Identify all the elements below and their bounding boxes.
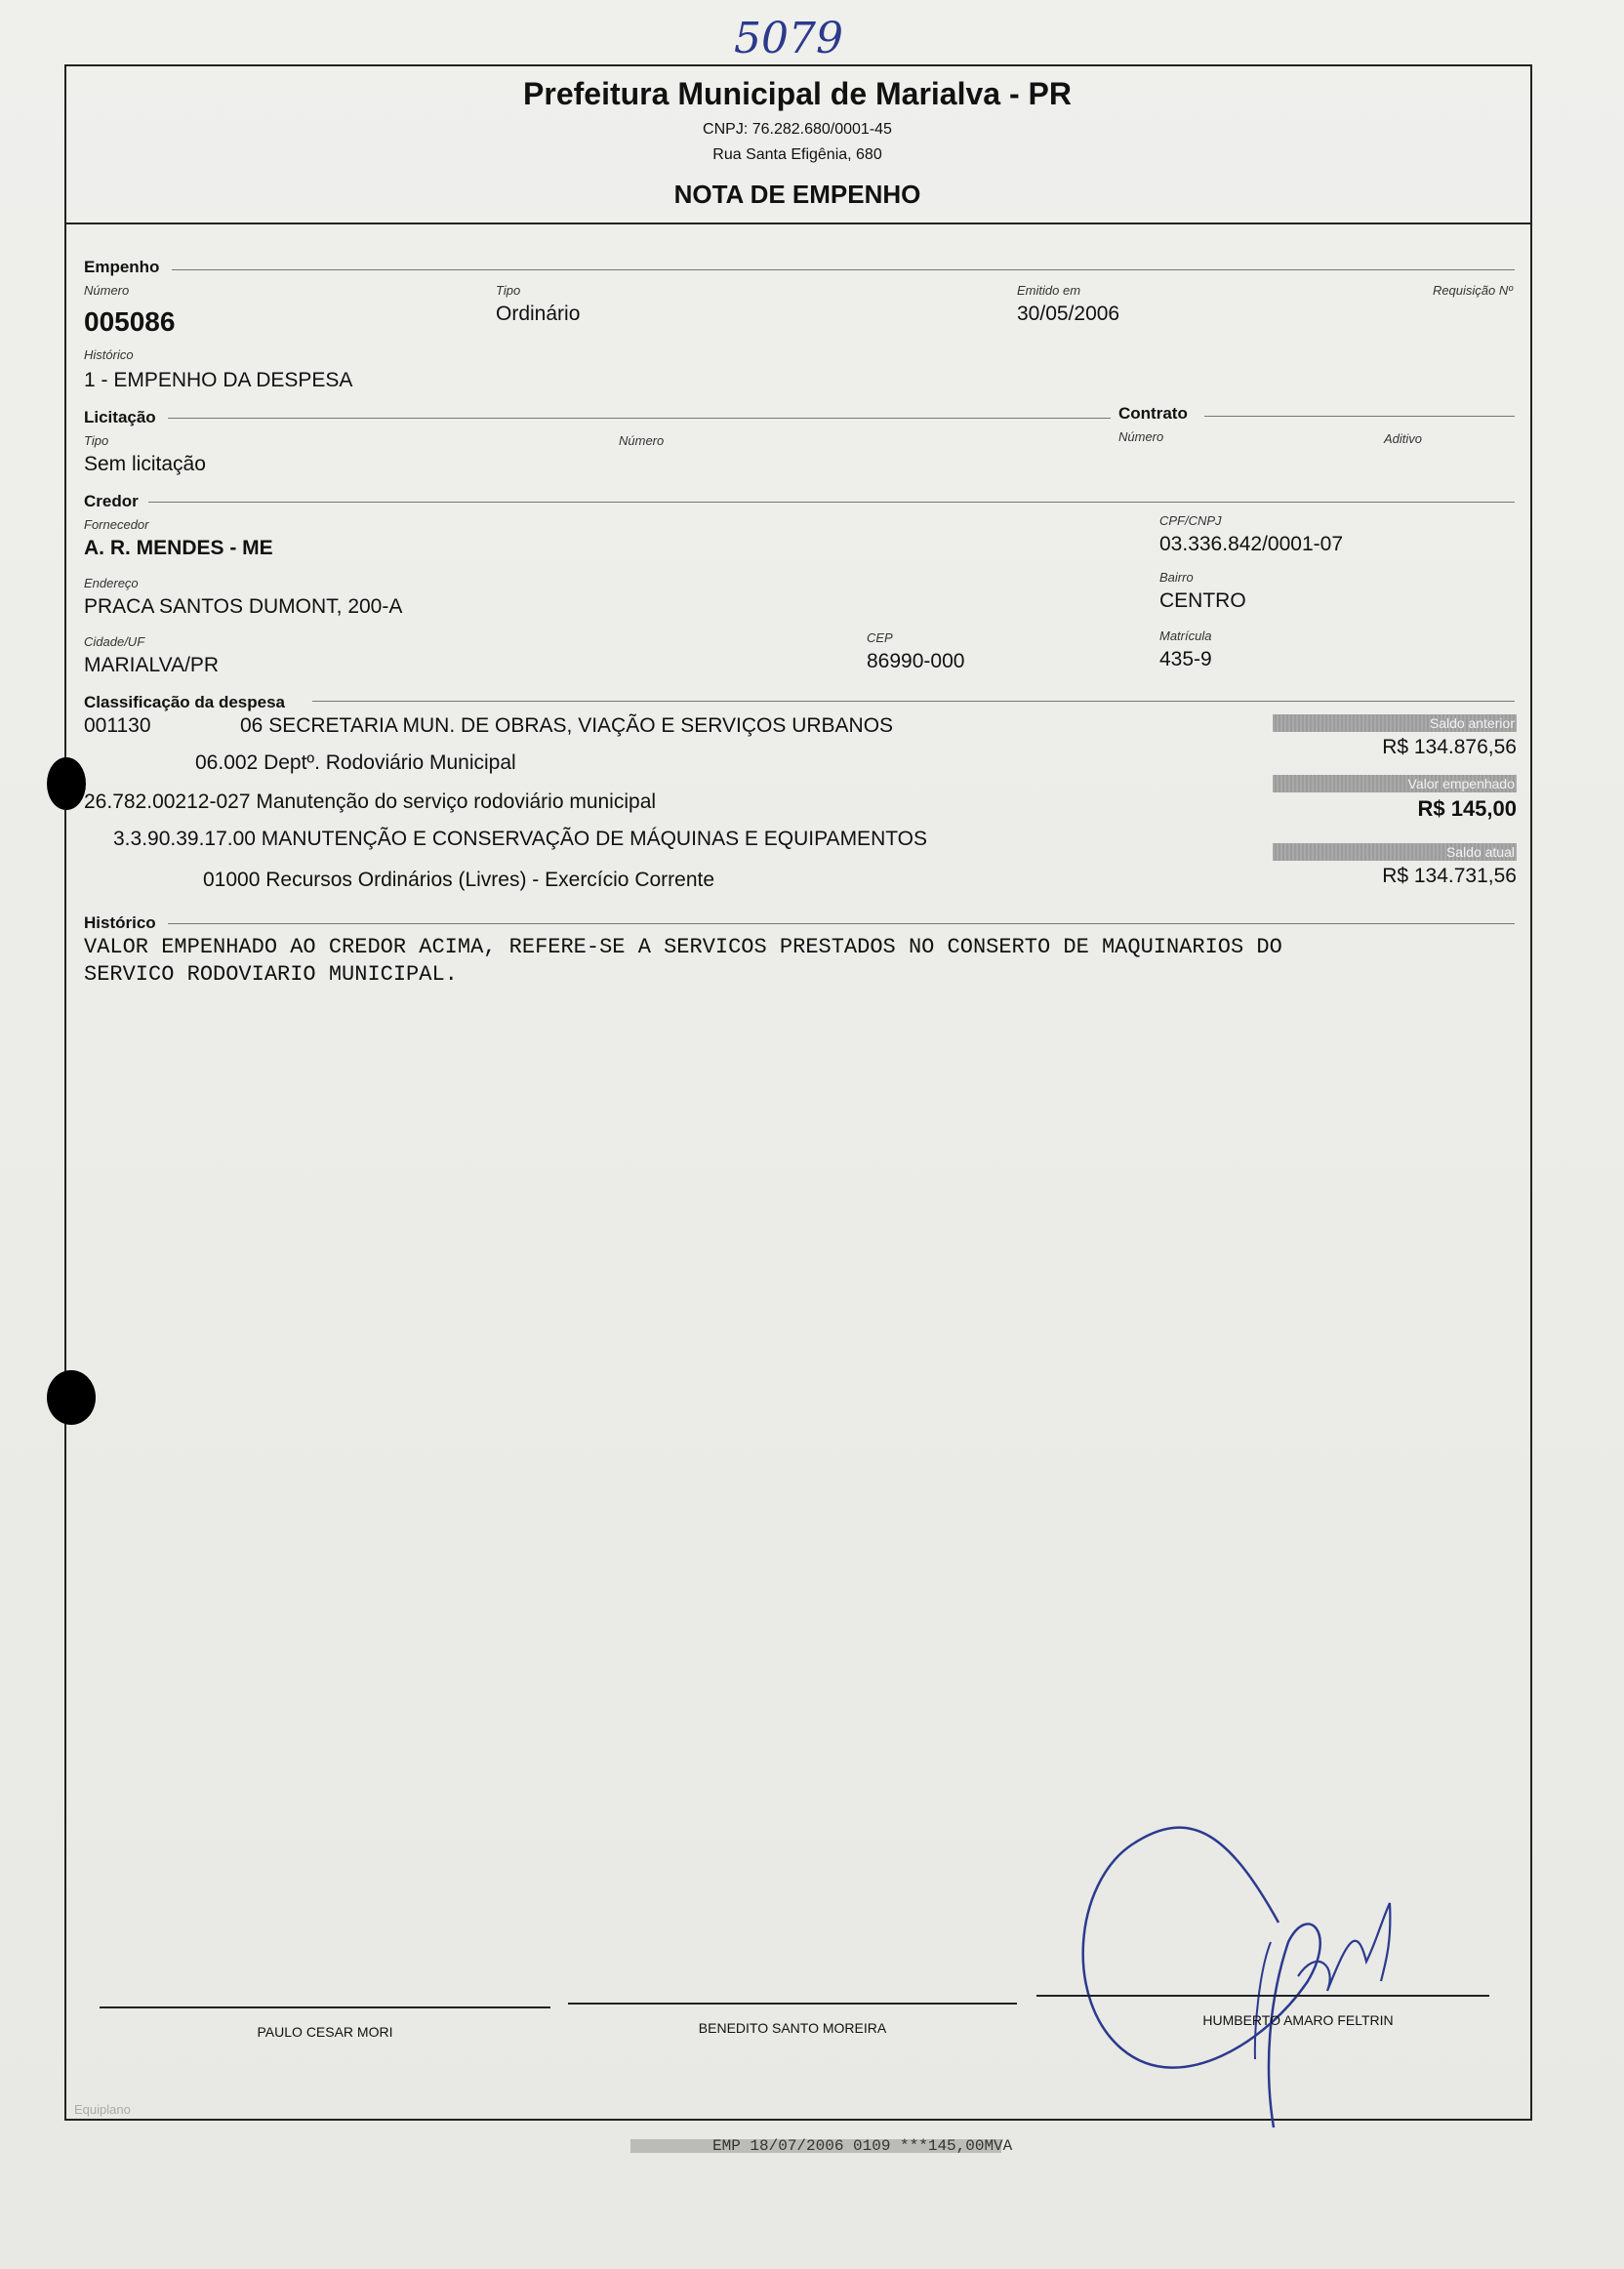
historico-label: Histórico: [84, 347, 134, 362]
matricula-value: 435-9: [1159, 648, 1212, 670]
section-contrato: Contrato: [1118, 404, 1188, 423]
contrato-numero-label: Número: [1118, 429, 1164, 444]
classificacao-programa: 26.782.00212-027 Manutenção do serviço rodoviário municipal: [84, 790, 657, 813]
classificacao-code: 001130: [84, 714, 151, 737]
cpf-value: 03.336.842/0001-07: [1159, 533, 1344, 555]
section-rule: [148, 502, 1515, 503]
signature-line: [568, 2003, 1017, 2005]
cnpj-line: CNPJ: 76.282.680/0001-45: [703, 121, 892, 138]
emitido-label: Emitido em: [1017, 283, 1081, 298]
historico-line-2: SERVICO RODOVIARIO MUNICIPAL.: [84, 962, 458, 987]
footer-brand: Equiplano: [74, 2102, 131, 2117]
fornecedor-label: Fornecedor: [84, 517, 149, 532]
section-rule: [312, 701, 1515, 702]
address-line: Rua Santa Efigênia, 680: [712, 146, 882, 163]
section-rule: [168, 923, 1515, 924]
bairro-value: CENTRO: [1159, 589, 1246, 612]
tipo-label: Tipo: [496, 283, 521, 298]
endereco-value: PRACA SANTOS DUMONT, 200-A: [84, 595, 403, 618]
signatory-2: BENEDITO SANTO MOREIRA: [698, 2020, 887, 2036]
signatory-1: PAULO CESAR MORI: [257, 2024, 393, 2040]
licitacao-numero-label: Número: [619, 433, 665, 448]
saldo-anterior-label: Saldo anterior: [1429, 715, 1515, 731]
matricula-label: Matrícula: [1159, 628, 1212, 643]
empenho-tipo: Ordinário: [496, 303, 581, 325]
section-rule: [172, 269, 1515, 270]
valor-empenhado-value: R$ 145,00: [1417, 796, 1517, 821]
signature-line: [1036, 1995, 1489, 1997]
footer-stamp: EMP 18/07/2006 0109 ***145,00MVA: [712, 2137, 1013, 2155]
saldo-atual-value: R$ 134.731,56: [1382, 865, 1517, 887]
section-credor: Credor: [84, 492, 139, 510]
empenho-historico: 1 - EMPENHO DA DESPESA: [84, 369, 353, 391]
cidade-label: Cidade/UF: [84, 634, 145, 649]
licitacao-tipo: Sem licitação: [84, 453, 206, 475]
saldo-anterior-value: R$ 134.876,56: [1382, 736, 1517, 758]
handwritten-signature: [1015, 1064, 1425, 2147]
section-rule: [168, 418, 1111, 419]
endereco-label: Endereço: [84, 576, 139, 590]
classificacao-departamento: 06.002 Deptº. Rodoviário Municipal: [195, 751, 516, 774]
document-title: NOTA DE EMPENHO: [673, 180, 921, 209]
numero-label: Número: [84, 283, 130, 298]
signatory-3: HUMBERTO AMARO FELTRIN: [1202, 2012, 1394, 2028]
cidade-value: MARIALVA/PR: [84, 654, 220, 676]
classificacao-recurso: 01000 Recursos Ordinários (Livres) - Exercício Corrente: [203, 869, 715, 891]
section-historico: Histórico: [84, 913, 156, 932]
requisicao-label: Requisição Nº: [1432, 283, 1513, 298]
emitido-date: 30/05/2006: [1017, 303, 1120, 325]
handwritten-page-number: 5079: [734, 14, 843, 63]
licitacao-tipo-label: Tipo: [84, 433, 109, 448]
valor-empenhado-label: Valor empenhado: [1407, 776, 1515, 791]
signature-line: [100, 2006, 550, 2008]
municipality-title: Prefeitura Municipal de Marialva - PR: [523, 76, 1072, 111]
section-licitacao: Licitação: [84, 408, 156, 426]
section-rule: [1204, 416, 1515, 417]
historico-line-1: VALOR EMPENHADO AO CREDOR ACIMA, REFERE-SE A SERVICOS PRESTADOS NO CONSERTO DE MAQUINARIOS DO: [84, 935, 1282, 959]
cpf-label: CPF/CNPJ: [1159, 513, 1222, 528]
punch-hole: [47, 1370, 96, 1425]
empenho-number: 005086: [84, 306, 176, 337]
section-empenho: Empenho: [84, 258, 160, 276]
classificacao-elemento: 3.3.90.39.17.00 MANUTENÇÃO E CONSERVAÇÃO DE MÁQUINAS E EQUIPAMENTOS: [113, 828, 928, 850]
classificacao-secretaria: 06 SECRETARIA MUN. DE OBRAS, VIAÇÃO E SERVIÇOS URBANOS: [240, 714, 894, 737]
bairro-label: Bairro: [1159, 570, 1194, 585]
header-divider: [64, 223, 1530, 224]
fornecedor-name: A. R. MENDES - ME: [84, 537, 273, 559]
contrato-aditivo-label: Aditivo: [1384, 431, 1423, 446]
saldo-atual-label: Saldo atual: [1445, 844, 1515, 860]
punch-hole: [47, 757, 86, 810]
cep-value: 86990-000: [867, 650, 965, 672]
section-classificacao: Classificação da despesa: [84, 693, 286, 711]
cep-label: CEP: [867, 630, 893, 645]
